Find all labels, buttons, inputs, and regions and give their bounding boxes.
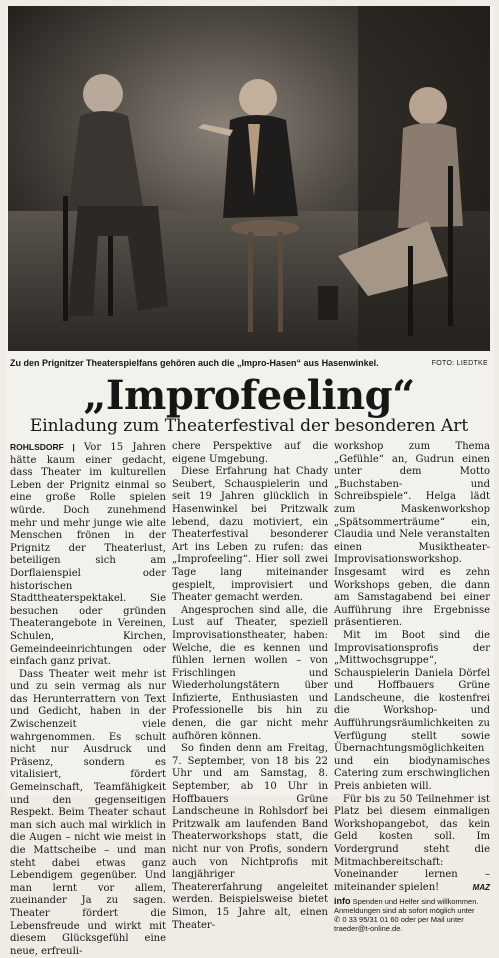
info-label: info (334, 896, 351, 907)
headline: „Improfeeling“ (83, 372, 415, 419)
subheadline: Einladung zum Theaterfestival der besonderen Art (29, 416, 469, 436)
caption-text: Zu den Prignitzer Theaterspielfans gehören auch die „Impro-Hasen“ aus Hasenwinkel. (10, 358, 379, 368)
paragraph-text: Für bis zu 50 Teilnehmer ist Platz bei diesem einmaligen Workshopangebot, das kein Geld kosten soll. Im Vordergrund steht die Mitmachbereitschaft: Voneinander lernen – miteinander spielen! (334, 793, 490, 893)
author-tag: MAZ (472, 882, 490, 892)
paragraph: Dass Theater weit mehr ist und zu sein vermag als nur das Herunterrattern von Text und Gedicht, haben in der Zwischenzeit viele wahrgenommen. Es schult nicht nur Ausdruck und Präsenz, sondern es vitalisiert, fördert Gemeinschaft, Teamfähigkeit und den gegenseitigen Respekt. Beim Theater schaut man sich auch mal wirklich in die Augen – nicht wie meist in die Mattscheibe – und man steht dabei etwas ganz Lebendigem gegenüber. Und man lernt vor allem, zueinander Ja zu sagen. Theater fördert die Lebensfreude und wirkt mit diesem Glücksgefühl eine neue, erfreuli- (10, 668, 166, 957)
info-phone: ✆ 0 33 95/31 01 60 oder per Mail unter (334, 915, 464, 925)
paragraph-closing (334, 794, 490, 895)
column-2 (172, 441, 328, 931)
photo-illustration (8, 6, 490, 351)
dateline: ROHLSDORF | (10, 442, 75, 452)
info-line: Anmeldungen sind ab sofort möglich unter (334, 906, 475, 916)
article-photo (8, 6, 490, 351)
info-email: traeder@t-online.de. (334, 924, 403, 934)
column-1 (10, 441, 166, 957)
article-body (10, 441, 490, 957)
photo-credit: FOTO: LIEDTKE (431, 359, 488, 367)
paragraph-intro (10, 441, 166, 669)
info-line: Spenden und Helfer sind willkommen. (350, 897, 479, 907)
paragraph: Mit im Boot sind die Improvisationsprofis der „Mittwochsgruppe“, Schauspielerin Daniela Dörfel und Hoffbauers Grüne Landscheune, die kostenfrei die Workshop- und Aufführungsräumlichkeiten zu Verfügung stellt sowie Übernachtungsmöglichkeiten und ein biodynamisches Catering zum erschwinglichen Preis anbieten will. (334, 629, 490, 793)
paragraph: workshop zum Thema „Gefühle“ an, Gudrun einen unter dem Motto „Buchstaben- und Schreibspiele“. Helga lädt zum Maskenworkshop „Spätsommerträume“ ein, Claudia und Nele veranstalten einen Musiktheater-Improvisationsworkshop. Insgesamt wird es zehn Workshops geben, die dann am Samstagabend bei einer Aufführung ihre Ergebnisse präsentieren. (334, 441, 490, 629)
paragraph: chere Perspektive auf die eigene Umgebung. (172, 441, 328, 465)
paragraph: So finden denn am Freitag, 7. September, von 18 bis 22 Uhr und am Samstag, 8. September, ab 10 Uhr in Hoffbauers Grüne Landscheune in Rohlsdorf bei Pritzwalk am laufenden Band Theaterworkshops statt, die nicht nur von Profis, sondern auch von Nichtprofis mit langjähriger Theatererfahrung angeleitet werden. Beispielsweise bietet Simon, 15 Jahre alt, einen Theater- (172, 743, 328, 931)
column-3 (334, 441, 490, 934)
info-box (334, 897, 490, 933)
paragraph: Diese Erfahrung hat Chady Seubert, Schauspielerin und seit 19 Jahren glücklich in Hasenwinkel bei Pritzwalk lebend, dazu motiviert, ein Theaterfestival besonderer Art ins Leben zu rufen: das „Improfeeling“. Hier soll zwei Tage lang miteinander gespielt, improvisiert und Theater gemacht werden. (172, 466, 328, 604)
paragraph-text: Vor 15 Jahren hätte kaum einer gedacht, dass Theater im kulturellen Leben der Prignitz einmal so eine große Rolle spielen würde. Doch zunehmend mehr und mehr junge wie alte Menschen frönen in der Prignitz der Theaterlust, beteiligen sich am Dorflaienspiel oder historischen Stadttheaterspektakel. Sie besuchen oder gründen Theaterangebote in Vereinen, Schulen, Kirchen, Gemeindeeinrichtungen oder einfach ganz privat. (10, 442, 166, 668)
photo-caption (10, 355, 488, 371)
paragraph: Angesprochen sind alle, die Lust auf Theater, speziell Improvisationstheater, haben: Welche, die es kennen und fühlen lernen wollen – von Frischlingen und Wiederholungstätern über Infizierte, Enthusiasten und Professionelle bis hin zu denen, die gar nicht mehr aufhören können. (172, 604, 328, 742)
